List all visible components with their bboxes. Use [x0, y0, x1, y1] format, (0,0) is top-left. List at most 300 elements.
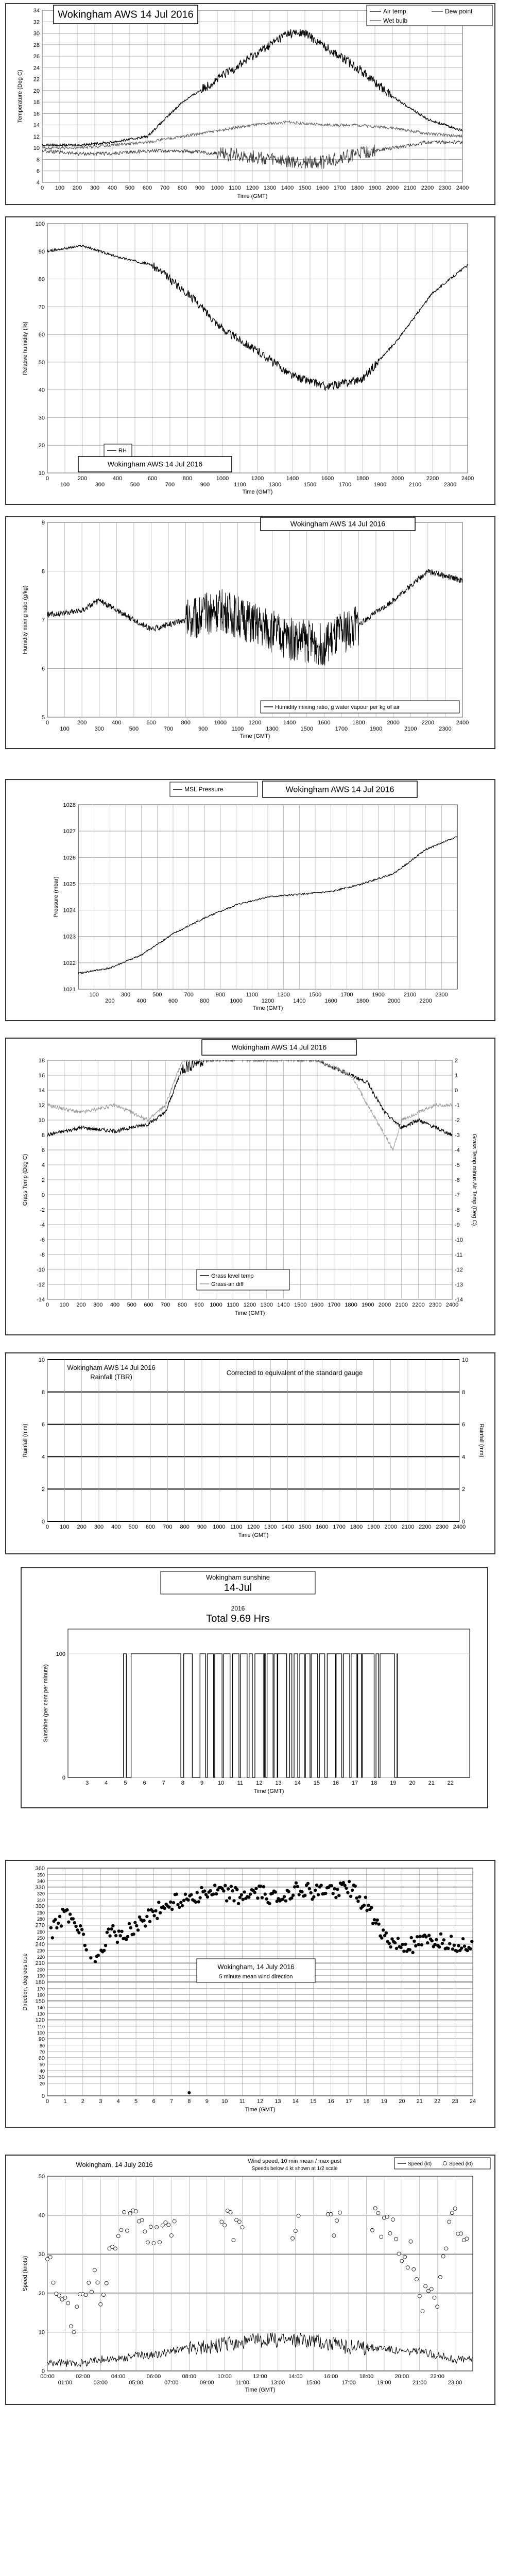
x-tick-label: 1200: [243, 1302, 256, 1308]
x-tick-label: 500: [128, 1524, 138, 1530]
data-point: [187, 2091, 191, 2094]
x-tick-label: 1500: [298, 1524, 312, 1530]
data-point: [133, 1921, 136, 1924]
data-point: [413, 1940, 416, 1943]
data-point: [419, 1935, 422, 1938]
y-tick-label: 14: [33, 122, 40, 129]
y-tick-label: 2: [41, 1177, 45, 1183]
data-point: [324, 1892, 327, 1895]
x-tick-label: 7: [162, 1780, 165, 1786]
data-point: [371, 1922, 374, 1925]
x-tick-label: 2100: [395, 1302, 408, 1308]
y-tick-label: 60: [38, 2055, 45, 2062]
data-point: [439, 1933, 442, 1936]
x-tick-label: 2000: [387, 720, 400, 726]
x-tick-label: 1900: [368, 185, 382, 191]
data-point: [348, 1880, 351, 1883]
data-point: [67, 1920, 70, 1923]
chart-title: Wokingham AWS 14 Jul 2016: [58, 9, 194, 21]
y-tick-label: 290: [37, 1910, 45, 1916]
data-point: [444, 2247, 448, 2250]
data-point: [89, 1956, 92, 1959]
data-point: [144, 1924, 147, 1927]
data-point: [380, 2235, 383, 2239]
x-tick-label: 2100: [404, 726, 417, 732]
data-point: [83, 1944, 87, 1947]
data-point: [159, 1911, 162, 1914]
x-tick-label: 06:00: [146, 2374, 161, 2380]
data-point: [417, 1943, 420, 1946]
x-tick-label: 300: [95, 482, 105, 488]
x-tick-label: 1500: [303, 482, 317, 488]
y-tick-label: 310: [37, 1897, 45, 1903]
y-tick-label: 170: [37, 1986, 45, 1992]
x-tick-label: 2300: [436, 1524, 449, 1530]
data-point: [351, 1889, 354, 1892]
x-tick-label: 19:00: [377, 2380, 391, 2386]
x-tick-label: 900: [198, 726, 208, 732]
data-point: [296, 1885, 299, 1888]
y2-tick-label: -14: [455, 1297, 463, 1303]
data-point: [438, 1945, 441, 1948]
data-point: [329, 2212, 333, 2216]
x-tick-label: 200: [105, 998, 115, 1004]
y-axis-label: Grass Temp (Deg C): [22, 1154, 28, 1206]
data-point: [225, 1899, 228, 1902]
x-tick-label: 200: [76, 1302, 86, 1308]
data-point: [315, 1884, 318, 1887]
data-point: [116, 1941, 119, 1944]
data-point: [157, 1901, 160, 1904]
x-tick-label: 400: [111, 1524, 121, 1530]
data-point: [455, 1950, 458, 1953]
data-point: [358, 1895, 361, 1899]
data-point: [441, 1942, 444, 1945]
y-tick-label: 18: [33, 99, 40, 106]
x-tick-label: 16:00: [323, 2374, 338, 2380]
data-point: [84, 2293, 88, 2297]
data-point: [268, 1902, 271, 1905]
data-point: [243, 1890, 246, 1893]
x-tick-label: 1000: [230, 998, 243, 1004]
y-tick-label: 8: [41, 1389, 45, 1396]
y2-tick-label: 0: [455, 1088, 458, 1094]
x-tick-label: 1000: [213, 1524, 226, 1530]
data-point: [68, 1912, 72, 1916]
mixing-ratio-chart: [5, 516, 495, 749]
data-point: [409, 2240, 413, 2243]
data-point: [274, 1890, 277, 1893]
y-tick-label: 70: [38, 304, 45, 311]
y-tick-label: 0: [41, 2368, 45, 2375]
data-point: [470, 1940, 473, 1943]
x-tick-label: 22: [434, 2098, 441, 2105]
data-point: [104, 1944, 107, 1947]
data-point: [57, 2294, 61, 2297]
humidity-chart-svg: [6, 217, 494, 504]
x-tick-label: 700: [161, 1302, 170, 1308]
data-point: [394, 2237, 398, 2241]
x-tick-label: 19: [390, 1780, 397, 1786]
data-point: [264, 1892, 267, 1895]
y-tick-label: 0: [41, 1519, 45, 1525]
x-tick-label: 16: [328, 2098, 334, 2105]
y-axis-label: Relative humidity (%): [22, 321, 28, 375]
y-tick-label: 20: [33, 88, 40, 94]
data-point: [346, 1891, 349, 1894]
data-point: [421, 2310, 424, 2313]
y-tick-label: 8: [41, 568, 45, 575]
x-tick-label: 1800: [352, 720, 365, 726]
y-tick-label: 130: [37, 2011, 45, 2017]
y-tick-label: 10: [38, 2329, 45, 2336]
data-point: [72, 1917, 75, 1920]
data-point: [190, 1893, 193, 1896]
y-tick-label: 240: [35, 1941, 45, 1948]
x-tick-label: 1700: [338, 482, 352, 488]
x-tick-label: 400: [136, 998, 146, 1004]
data-point: [284, 1899, 287, 1902]
x-tick-label: 22:00: [430, 2374, 444, 2380]
x-tick-label: 600: [147, 476, 158, 482]
chart-title: Wokingham AWS 14 Jul 2016: [285, 785, 394, 794]
y-tick-label: 360: [35, 1866, 45, 1872]
data-point: [48, 2256, 52, 2259]
data-point: [388, 2231, 392, 2235]
data-point: [184, 1893, 187, 1896]
y-tick-label: 30: [38, 2074, 45, 2081]
data-point: [295, 1882, 298, 1885]
data-point: [382, 1928, 385, 1931]
data-point: [224, 1884, 227, 1887]
data-point: [155, 2226, 159, 2229]
data-point: [173, 2219, 176, 2223]
data-point: [222, 1889, 225, 1892]
rainfall-chart: [5, 1352, 495, 1554]
y-tick-label: 8: [41, 1132, 45, 1139]
x-tick-label: 11:00: [235, 2380, 249, 2386]
y-tick-label: 14: [38, 1088, 45, 1094]
data-point: [385, 2215, 389, 2218]
y-tick-label: 16: [33, 111, 40, 117]
data-point: [397, 2252, 401, 2256]
x-tick-label: 2100: [403, 992, 417, 998]
y-tick-label: 270: [35, 1922, 45, 1929]
y-tick-label: 50: [38, 2174, 45, 2180]
x-tick-label: 07:00: [164, 2380, 179, 2386]
y-tick-label: 20: [39, 2081, 45, 2087]
y-axis-label: Direction, degrees true: [22, 1953, 28, 2011]
x-tick-label: 700: [163, 1524, 173, 1530]
x-tick-label: 1300: [268, 482, 282, 488]
data-point: [72, 2330, 76, 2334]
y-tick-label: 300: [35, 1903, 45, 1910]
data-point: [57, 1922, 60, 1925]
data-point: [152, 2242, 156, 2245]
y-tick-label: -6: [40, 1237, 45, 1243]
x-tick-label: 18: [363, 2098, 370, 2105]
chart-title: Wokingham sunshine: [205, 1573, 270, 1581]
data-point: [310, 1891, 313, 1894]
wind-direction-chart: [5, 1860, 495, 2128]
x-tick-label: 500: [130, 482, 140, 488]
y-tick-label: 32: [33, 19, 40, 26]
x-axis-label: Time (GMT): [237, 193, 268, 199]
x-tick-label: 9: [205, 2098, 209, 2105]
x-tick-label: 700: [163, 726, 174, 732]
x-tick-label: 0: [45, 720, 49, 726]
y-tick-label: 1021: [63, 987, 76, 993]
x-tick-label: 15: [313, 1780, 320, 1786]
data-point: [420, 1943, 423, 1946]
x-tick-label: 1900: [369, 726, 383, 732]
x-tick-label: 1000: [214, 720, 227, 726]
x-tick-label: 2000: [391, 476, 404, 482]
x-tick-label: 100: [89, 992, 99, 998]
y-tick-label: 330: [35, 1884, 45, 1891]
y2-tick-label: -1: [455, 1103, 460, 1109]
x-tick-label: 900: [200, 482, 210, 488]
y-tick-label: 30: [38, 415, 45, 421]
chart-date: 14-Jul: [224, 1582, 252, 1594]
x-tick-label: 800: [177, 1302, 187, 1308]
x-tick-label: 600: [145, 1524, 156, 1530]
data-point: [424, 2284, 427, 2288]
x-tick-label: 1700: [328, 1302, 340, 1308]
x-tick-label: 1500: [294, 1302, 307, 1308]
data-point: [262, 1885, 265, 1888]
data-point: [63, 2296, 67, 2299]
data-point: [317, 1893, 320, 1896]
x-tick-label: 2000: [388, 998, 401, 1004]
wind-speed-chart: [5, 2155, 495, 2405]
x-tick-label: 900: [194, 1302, 204, 1308]
x-tick-label: 300: [90, 185, 100, 191]
data-point: [414, 1944, 417, 1947]
x-tick-label: 0: [45, 1302, 49, 1308]
data-point: [463, 1944, 466, 1947]
data-point: [441, 2255, 445, 2258]
x-tick-label: 1500: [300, 726, 313, 732]
y-tick-label: 1024: [63, 907, 76, 914]
data-point: [105, 2281, 108, 2285]
data-point: [259, 1885, 262, 1888]
x-tick-label: 12: [256, 1780, 263, 1786]
chart-subtitle: Wind speed, 10 min mean / max gust: [248, 2158, 341, 2164]
x-tick-label: 7: [169, 2098, 173, 2105]
x-tick-label: 00:00: [40, 2374, 55, 2380]
y-tick-label: 10: [38, 470, 45, 477]
data-point: [240, 1893, 243, 1896]
legend-entry: MSL Pressure: [184, 786, 224, 793]
y2-tick-label: 2: [455, 1058, 458, 1064]
x-tick-label: 15: [310, 2098, 317, 2105]
x-tick-label: 200: [77, 476, 88, 482]
data-point: [249, 1892, 252, 1895]
x-tick-label: 22: [447, 1780, 454, 1786]
x-tick-label: 2300: [429, 1302, 442, 1308]
data-point: [447, 1947, 450, 1950]
temperature-chart-svg: [6, 4, 494, 204]
x-axis-label: Time (GMT): [252, 1005, 283, 1011]
data-point: [393, 1941, 397, 1944]
data-point: [283, 1895, 286, 1898]
data-point: [232, 1899, 235, 1902]
data-point: [427, 1934, 431, 1937]
x-tick-label: 2300: [438, 185, 452, 191]
x-tick-label: 9: [200, 1780, 204, 1786]
x-tick-label: 1900: [367, 1524, 380, 1530]
x-tick-label: 14: [292, 2098, 299, 2105]
x-tick-label: 600: [142, 185, 152, 191]
y-tick-label: 60: [38, 332, 45, 338]
data-point: [79, 1924, 82, 1927]
data-point: [241, 2226, 244, 2229]
data-point: [179, 1901, 182, 1904]
data-point: [433, 1943, 436, 1946]
data-point: [415, 2277, 419, 2281]
data-point: [167, 1906, 170, 1909]
data-point: [140, 2218, 144, 2222]
y2-tick-label: 0: [462, 1519, 466, 1525]
y-axis-label: Rainfall (mm): [22, 1423, 28, 1458]
y2-tick-label: -10: [455, 1237, 463, 1243]
x-tick-label: 700: [160, 185, 170, 191]
data-point: [152, 1914, 156, 1917]
x-tick-label: 16: [332, 1780, 339, 1786]
data-point: [300, 1890, 303, 1893]
data-point: [108, 1934, 111, 1937]
data-point: [134, 2210, 138, 2213]
x-tick-label: 5: [134, 2098, 138, 2105]
data-point: [178, 1906, 181, 1909]
legend-entry: Wet bulb: [383, 17, 408, 24]
data-point: [330, 1884, 333, 1887]
data-point: [345, 1887, 348, 1890]
data-point: [229, 2211, 232, 2214]
x-tick-label: 200: [72, 185, 82, 191]
legend-swatch: [443, 2162, 447, 2165]
x-tick-label: 2000: [378, 1302, 391, 1308]
y2-axis-label: Grass Temp minus Air Temp (Deg C): [471, 1133, 477, 1226]
data-point: [203, 1889, 206, 1892]
data-point: [66, 2301, 70, 2305]
data-point: [102, 1949, 106, 1952]
data-point: [410, 1936, 413, 1939]
x-tick-label: 1300: [260, 1302, 273, 1308]
y-tick-label: 28: [33, 42, 40, 48]
y-tick-label: 90: [38, 248, 45, 255]
x-tick-label: 600: [144, 1302, 153, 1308]
data-point: [170, 1908, 174, 1911]
data-point: [261, 1896, 264, 1899]
wind-speed-chart-svg: [6, 2156, 494, 2404]
data-point: [65, 1908, 68, 1911]
x-tick-label: 10: [218, 1780, 225, 1786]
x-tick-label: 1100: [229, 185, 241, 191]
data-point: [60, 1924, 63, 1927]
data-point: [237, 1902, 240, 1905]
x-axis-label: Time (GMT): [238, 1532, 269, 1538]
y-tick-label: 12: [33, 133, 40, 140]
y2-tick-label: 1: [455, 1073, 458, 1079]
y-tick-label: -2: [40, 1207, 45, 1213]
chart-annotation: Corrected to equivalent of the standard gauge: [226, 1369, 363, 1377]
data-point: [450, 1935, 453, 1938]
x-tick-label: 800: [200, 998, 210, 1004]
mixing-ratio-chart-svg: [6, 517, 494, 748]
data-point: [52, 2281, 55, 2284]
data-point: [158, 2241, 162, 2244]
data-point: [430, 2287, 433, 2291]
data-point: [431, 1939, 434, 1942]
y-tick-label: 6: [36, 168, 40, 175]
x-tick-label: 100: [59, 1302, 69, 1308]
data-point: [436, 2305, 439, 2309]
x-tick-label: 6: [152, 2098, 156, 2105]
data-point: [135, 1924, 138, 1927]
data-point: [291, 2236, 295, 2240]
x-tick-label: 12: [256, 2098, 264, 2105]
y-tick-label: 1028: [63, 802, 76, 808]
legend-entry: Speed (kt): [408, 2161, 432, 2167]
data-point: [146, 2241, 150, 2244]
data-point: [223, 2224, 227, 2227]
x-axis-label: Time (GMT): [245, 2387, 276, 2393]
y-tick-label: 210: [35, 1960, 45, 1967]
x-tick-label: 1900: [373, 482, 387, 488]
data-point: [403, 2255, 407, 2259]
y-tick-label: 180: [35, 1979, 45, 1986]
data-point: [355, 1896, 358, 1900]
x-tick-label: 2100: [403, 185, 417, 191]
y-tick-label: 8: [36, 157, 40, 163]
y-tick-label: 220: [37, 1954, 45, 1960]
data-point: [426, 1941, 429, 1944]
data-point: [293, 1885, 296, 1888]
x-tick-label: 1200: [251, 476, 264, 482]
data-point: [231, 1889, 234, 1892]
data-point: [82, 1933, 85, 1936]
y-tick-label: 320: [37, 1891, 45, 1897]
data-point: [55, 1926, 58, 1929]
y-tick-label: 190: [37, 1973, 45, 1979]
x-tick-label: 300: [94, 726, 104, 732]
x-tick-label: 24: [469, 2098, 476, 2105]
legend-entry: Grass-air diff: [211, 1281, 244, 1287]
y-tick-label: 50: [39, 2062, 45, 2067]
data-point: [194, 1901, 197, 1904]
x-tick-label: 1300: [264, 1524, 277, 1530]
y-tick-label: -12: [37, 1282, 45, 1288]
data-point: [395, 1947, 398, 1950]
x-tick-label: 1700: [333, 1524, 346, 1530]
x-tick-label: 1100: [246, 992, 259, 998]
legend-entry: Speed (kt): [449, 2161, 473, 2167]
x-tick-label: 2100: [408, 482, 422, 488]
x-tick-label: 2200: [426, 476, 439, 482]
x-axis-label: Time (GMT): [245, 2107, 276, 2113]
x-tick-label: 1900: [372, 992, 385, 998]
data-point: [448, 2220, 451, 2224]
x-tick-label: 1100: [231, 726, 244, 732]
y-tick-label: 100: [35, 221, 45, 227]
y-tick-label: 6: [41, 1421, 45, 1428]
data-point: [459, 2232, 463, 2235]
chart-title: Wokingham AWS 14 Jul 2016: [67, 1364, 156, 1371]
y-tick-label: 200: [37, 1967, 45, 1973]
x-tick-label: 2300: [443, 482, 457, 488]
